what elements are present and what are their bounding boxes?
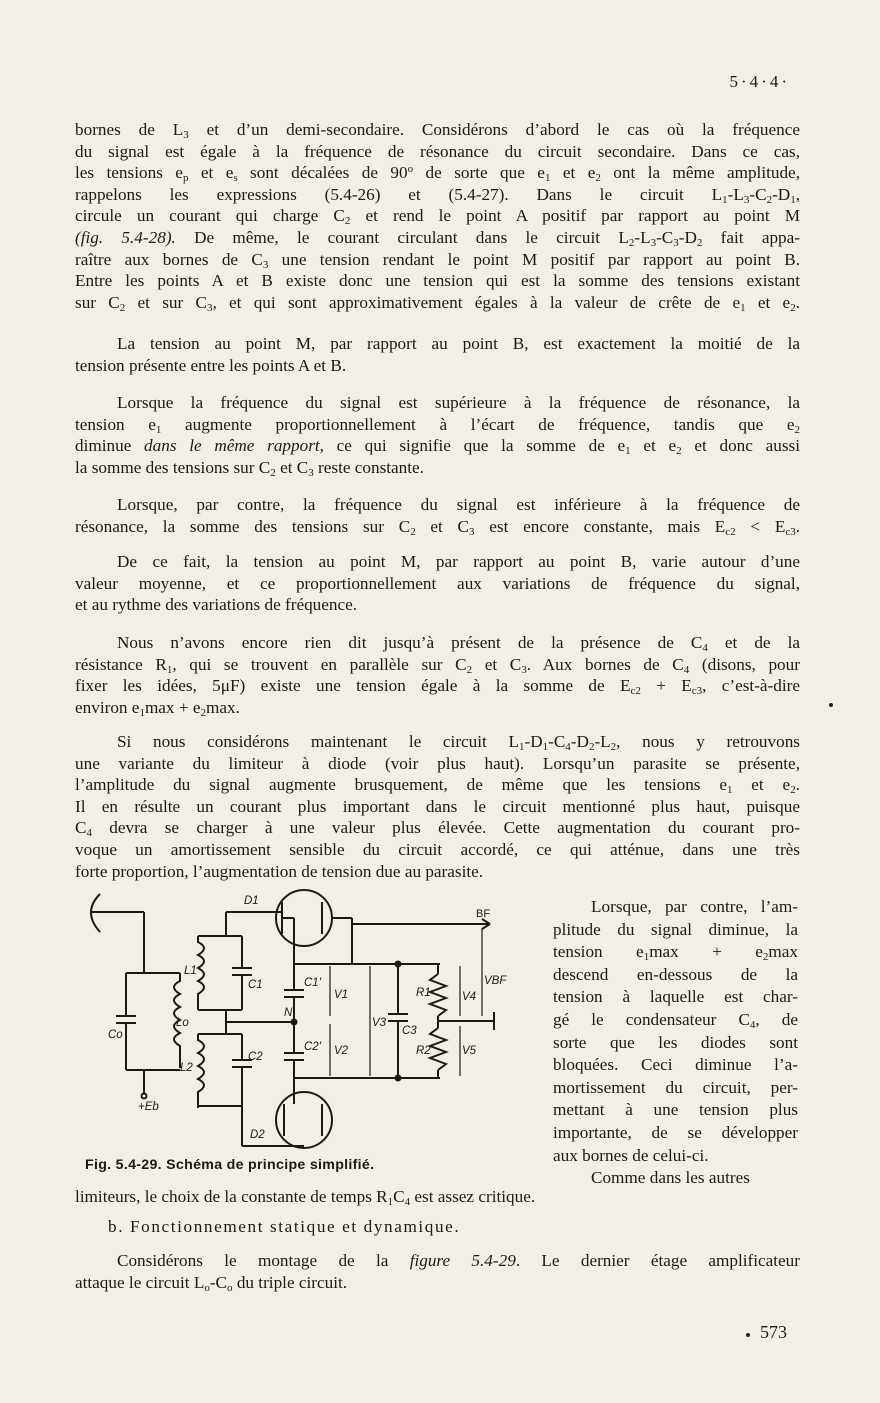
text-line: bornes de $L_3$ et d’un demi-secondaire. Considérons d’abord le cas où la fréquence [75, 120, 800, 141]
text-line: gé le condensateur $C_4$, de [553, 1009, 798, 1031]
circuit-schematic [72, 888, 532, 1156]
label-r2: R2 [416, 1045, 431, 1057]
text-line: une variante du limiteur à diode (voir plus haut). Lorsqu’un parasite se présente, [75, 753, 800, 773]
label-r1: R1 [416, 987, 431, 999]
coil-l1 [198, 936, 204, 1010]
text-line: Il en résulte un courant plus important dans le circuit mentionné plus haut, puisque [75, 796, 800, 816]
junction [396, 962, 401, 967]
label-l1: L1 [184, 965, 197, 977]
paragraph-6 [75, 632, 800, 718]
text-line: circule un courant qui charge $C_2$ et rend le point A positif par rapport au point M [75, 206, 800, 228]
resistor-r2 [430, 1028, 446, 1070]
text-line: Entre les points A et B existe donc une tension qui est la somme des tensions existant [75, 271, 800, 291]
text-line: La tension au point M, par rapport au point B, est exactement la moitié de la [117, 334, 800, 353]
text-line: forte proportion, l’augmentation de tension due au parasite. [75, 861, 484, 881]
paragraph-8-end [75, 1186, 800, 1208]
margin-dot [829, 703, 833, 707]
text-line: Lorsque, par contre, la fréquence du signal est inférieure à la fréquence de [117, 495, 800, 514]
text-line: résonance, la somme des tensions sur $C_2$ et $C_3$ est encore constante, mais $E_{c2} < E_{c3}$. [75, 516, 801, 538]
margin-dot [746, 1333, 750, 1337]
text-line: Comme dans les autres [591, 1168, 750, 1188]
text-line: raître aux bornes de $C_3$ une tension rendant le point M positif par rapport au point B. [75, 249, 800, 271]
text-line: l’amplitude du signal augmente brusquement, de même que les tensions $e_1$ et $e_2$. [75, 775, 800, 797]
text-line: Nous n’avons encore rien dit jusqu’à présent de la présence de $C_4$ et de la [117, 633, 800, 654]
text-line: fixer les idées, 5μF) existe une tension égale à la somme de $E_{c2} + E_{c3}$, c’est-à-dire [75, 676, 800, 698]
text-line: importante, de se développer [553, 1122, 798, 1142]
text-line: sur $C_2$ et sur $C_3$, et qui sont approximativement égales à la valeur de crête de $e_1$ et $e_2$. [75, 292, 800, 314]
paragraph-1 [75, 119, 800, 313]
text-line: Si nous considérons maintenant le circuit $L_1-D_1-C_4-D_2-L_2$, nous y retrouvons [117, 732, 800, 753]
label-l0: Lo [176, 1017, 189, 1029]
label-v5: V5 [462, 1045, 477, 1057]
paragraph-5 [75, 551, 800, 616]
label-c0: Co [108, 1029, 123, 1041]
text-line: tension $e_1$ augmente proportionnellement à l’écart de fréquence, tandis que $e_2$ [75, 414, 801, 436]
text-line: Considérons le montage de la figure 5.4-29. Le dernier étage amplificateur [117, 1251, 801, 1270]
paragraph-8-side [553, 896, 798, 1190]
label-c3: C3 [402, 1025, 417, 1037]
text-line: les tensions $e_p$ et $e_s$ sont décalées de 90$^o$ de sorte que $e_1$ et $e_2$ ont la même amplitude, [75, 163, 800, 185]
text-line: tension $e_1\max + e_2\max$ [553, 942, 798, 964]
text-line: bloquées. Ceci diminue l’a- [553, 1055, 798, 1075]
label-bf: BF [476, 908, 491, 920]
text-line: mortissement du circuit, per- [553, 1077, 798, 1097]
label-d2: D2 [250, 1129, 265, 1141]
paragraph-9 [75, 1250, 800, 1293]
label-c1p: C1' [304, 977, 321, 989]
resistor-r1 [430, 974, 446, 1016]
junction [396, 1076, 401, 1081]
text-line: Lorsque la fréquence du signal est supérieure à la fréquence de résonance, la [117, 393, 800, 412]
paragraph-4 [75, 494, 800, 537]
text-line: plitude du signal diminue, la [553, 919, 798, 939]
paragraph-2 [75, 333, 800, 376]
text-line: résistance $R_1$, qui se trouvent en parallèle sur $C_2$ et $C_3$. Aux bornes de $C_4$ (disons, pour [75, 654, 800, 676]
text-line: voque un amortissement sensible du circuit accordé, ce qui atténue, dans une très [75, 839, 800, 859]
text-line: (fig. 5.4-28). De même, le courant circulant dans le circuit $L_2-L_3-C_3-D_2$ fait appa- [75, 227, 800, 249]
text-line: attaque le circuit $L_o-C_o$ du triple circuit. [75, 1272, 348, 1294]
label-c2p: C2' [304, 1041, 321, 1053]
text-line: rappelons les expressions (5.4-26) et (5.4-27). Dans le circuit $L_1-L_3-C_2-D_1$, [75, 184, 800, 206]
paragraph-3 [75, 392, 800, 478]
label-c2: C2 [248, 1051, 263, 1063]
text-line: environ $e_1\max + e_2\max$. [75, 697, 240, 719]
text-line: descend en-dessous de la [553, 964, 798, 984]
label-v3: V3 [372, 1017, 387, 1029]
paragraph-7 [75, 731, 800, 882]
text-line: aux bornes de celui-ci. [553, 1145, 709, 1165]
text-line: du signal est égale à la fréquence de résonance du circuit secondaire. Dans ce cas, [75, 141, 800, 161]
text-line: valeur moyenne, et ce proportionnellement aux variations de fréquence du signal, [75, 573, 800, 593]
label-v4: V4 [462, 991, 477, 1003]
text-line: tension à laquelle est char- [553, 987, 798, 1007]
figure-caption: Fig. 5.4-29. Schéma de principe simplifié. [85, 1157, 375, 1173]
text-line: et au rythme des variations de fréquence. [75, 595, 358, 615]
page-number: 573 [760, 1322, 787, 1342]
text-line: diminue dans le même rapport, ce qui signifie que la somme de $e_1$ et $e_2$ et donc aussi [75, 436, 800, 458]
text-line: la somme des tensions sur $C_2$ et $C_3$ reste constante. [75, 457, 424, 479]
label-v2: V2 [334, 1045, 349, 1057]
text-line: De ce fait, la tension au point M, par rapport au point B, varie autour d’une [117, 552, 800, 571]
label-v1: V1 [334, 989, 349, 1001]
text-line: $C_4$ devra se charger à une valeur plus élevée. Cette augmentation du courant pro- [75, 818, 800, 840]
text-line: tension présente entre les points A et B. [75, 355, 347, 375]
text-line: Lorsque, par contre, l’am- [591, 897, 798, 916]
label-vbf: VBF [484, 975, 507, 987]
section-number: 5·4·4· [729, 72, 790, 91]
subheading: b. Fonctionnement statique et dynamique. [108, 1217, 461, 1236]
label-d1: D1 [244, 895, 259, 907]
label-eb: +Eb [138, 1101, 159, 1113]
label-n: N [284, 1007, 293, 1019]
label-l2: L2 [180, 1062, 193, 1074]
coil-l2 [198, 1034, 204, 1108]
terminal [142, 1094, 147, 1099]
text-line: sorte que les diodes sont [553, 1032, 798, 1052]
label-c1: C1 [248, 979, 263, 991]
text-line: limiteurs, le choix de la constante de temps $R_1C_4$ est assez critique. [75, 1187, 536, 1208]
text-line: mettant à une tension plus [553, 1100, 798, 1120]
junction [292, 1020, 297, 1025]
